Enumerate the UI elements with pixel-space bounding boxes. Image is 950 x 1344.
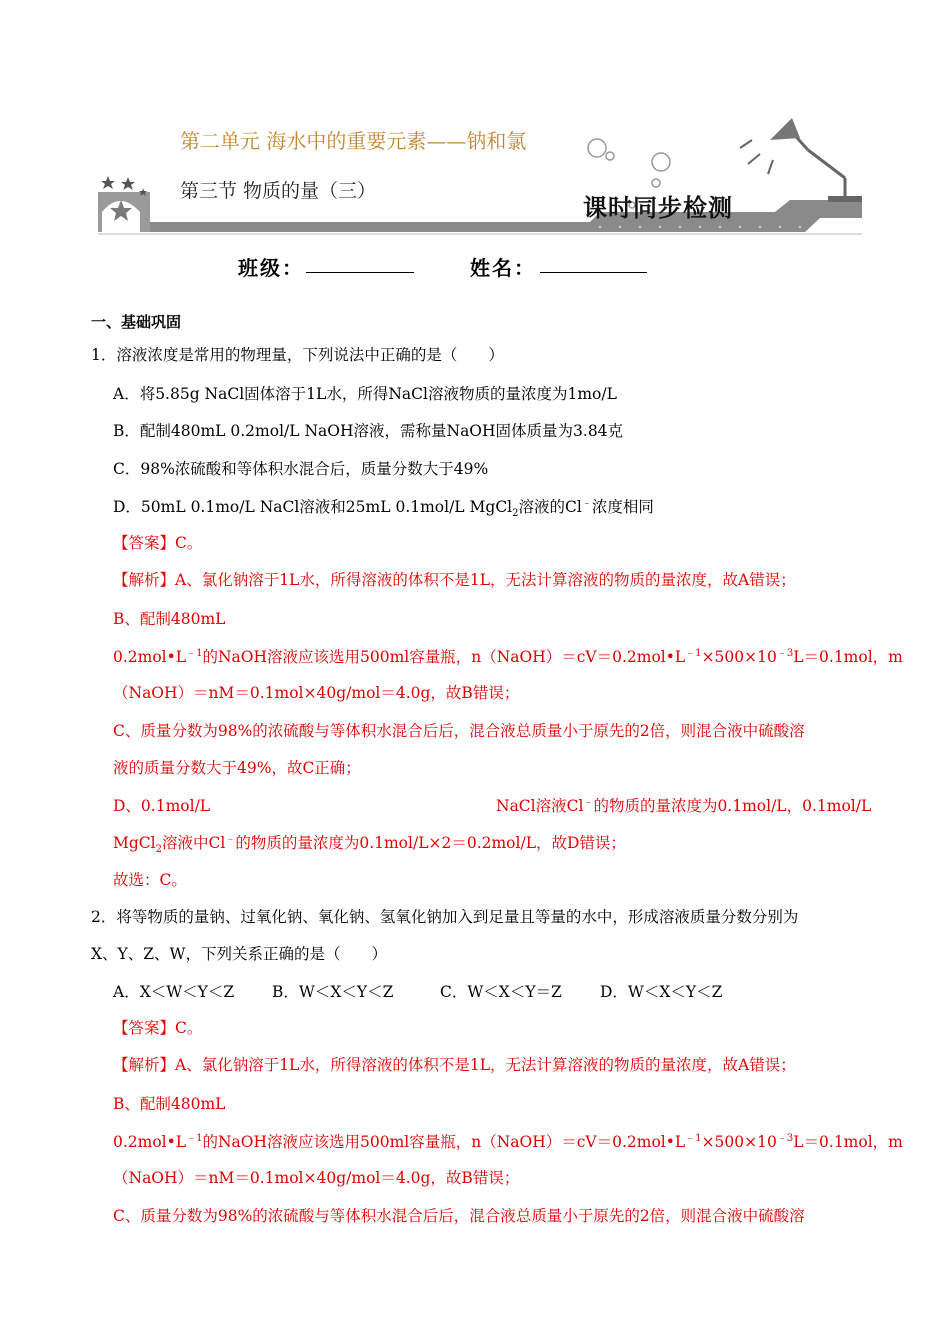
header-band	[98, 200, 862, 232]
class-field[interactable]	[306, 272, 414, 273]
q1-explanation-b-calc: $0.2mol•L^{﹣1}$的NaOH溶液应该选用500ml容量瓶，$n(NaOH)=cV=0.2mol•L^{﹣1}\times 500\times 10^{﹣3}L=0.1mol$，m	[113, 647, 903, 666]
q1-option-d: D．50mL 0.1mo/L NaCl溶液和25mL 0.1mol/L MgCl$_2$溶液的Cl﹣浓度相同	[113, 497, 654, 520]
question-2-stem-cont: X、Y、Z、W，下列关系正确的是（ ）	[91, 945, 387, 963]
q2-explanation-b-calc: $0.2mol•L^{﹣1}$的NaOH溶液应该选用500ml容量瓶，$n(NaOH)=cV=0.2mol•L^{﹣1}\times 500\times 10^{﹣3}L=0.1mol$，m	[113, 1132, 903, 1151]
q1-option-c: C．98%浓硫酸和等体积水混合后，质量分数大于49%	[113, 460, 489, 478]
q2-explanation-b-tail: （NaOH）＝nM＝0.1mol×40g/mol＝4.0g，故B错误；	[113, 1169, 520, 1187]
question-2-stem: 2．将等物质的量钠、过氧化钠、氧化钠、氢氧化钠加入到足量且等量的水中，形成溶液质量分数分别为	[91, 908, 799, 926]
q2-option-d: D．W＜X＜Y＜Z	[600, 983, 723, 1001]
class-label: 班级：	[238, 256, 304, 280]
q1-answer: 【答案】C。	[113, 534, 203, 552]
section-title: 第三节 物质的量（三）	[180, 180, 377, 202]
q2-answer: 【答案】C。	[113, 1019, 203, 1037]
q1-explanation-b-tail: （NaOH）＝nM＝0.1mol×40g/mol＝4.0g，故B错误；	[113, 684, 520, 702]
header-banner	[0, 0, 950, 240]
name-label: 姓名：	[470, 256, 536, 280]
q1-conclusion: 故选：C。	[113, 871, 187, 889]
q1-explanation-d-tail: MgCl$_2$溶液中Cl﹣的物质的量浓度为0.1mol/L×2＝0.2mol/L，故D错误；	[113, 833, 626, 856]
q1-option-a: A．将5.85g NaCl固体溶于1L水，所得NaCl溶液物质的量浓度为1mo/L	[113, 385, 617, 403]
q2-option-c: C．W＜X＜Y＝Z	[440, 983, 562, 1001]
q1-explanation-c: C、质量分数为98%的浓硫酸与等体积水混合后后，混合液总质量小于原先的2倍，则混合液中硫酸溶	[113, 722, 805, 740]
q2-explanation-b-head: B、配制480mL	[113, 1095, 226, 1113]
lamp-icon	[740, 118, 862, 202]
q1-explanation-c-tail: 液的质量分数大于49%，故C正确；	[113, 759, 361, 777]
question-1-stem: 1．溶液浓度是常用的物理量，下列说法中正确的是（ ）	[91, 346, 504, 364]
q2-option-b: B．W＜X＜Y＜Z	[272, 983, 394, 1001]
q2-option-a: A．X＜W＜Y＜Z	[113, 983, 235, 1001]
emblem-icon	[98, 176, 150, 232]
q1-explanation-d-right: NaCl溶液Cl﹣的物质的量浓度为0.1mol/L，0.1mol/L	[496, 796, 872, 815]
sync-test-badge: 课时同步检测	[583, 194, 733, 222]
q1-explanation-d-left: D、0.1mol/L	[113, 797, 211, 815]
q1-explanation-b-head: B、配制480mL	[113, 610, 226, 628]
q2-explanation-c: C、质量分数为98%的浓硫酸与等体积水混合后后，混合液总质量小于原先的2倍，则混合液中硫酸溶	[113, 1207, 805, 1225]
part-heading: 一、基础巩固	[91, 313, 182, 331]
unit-title: 第二单元 海水中的重要元素——钠和氯	[180, 129, 527, 153]
q1-explanation-a: 【解析】A、氯化钠溶于1L水，所得溶液的体积不是1L，无法计算溶液的物质的量浓度，故A错误；	[113, 571, 796, 589]
q1-option-b: B．配制480mL 0.2mol/L NaOH溶液，需称量NaOH固体质量为3.84克	[113, 422, 624, 440]
q2-explanation-a: 【解析】A、氯化钠溶于1L水，所得溶液的体积不是1L，无法计算溶液的物质的量浓度，故A错误；	[113, 1056, 796, 1074]
name-field[interactable]	[540, 272, 647, 273]
